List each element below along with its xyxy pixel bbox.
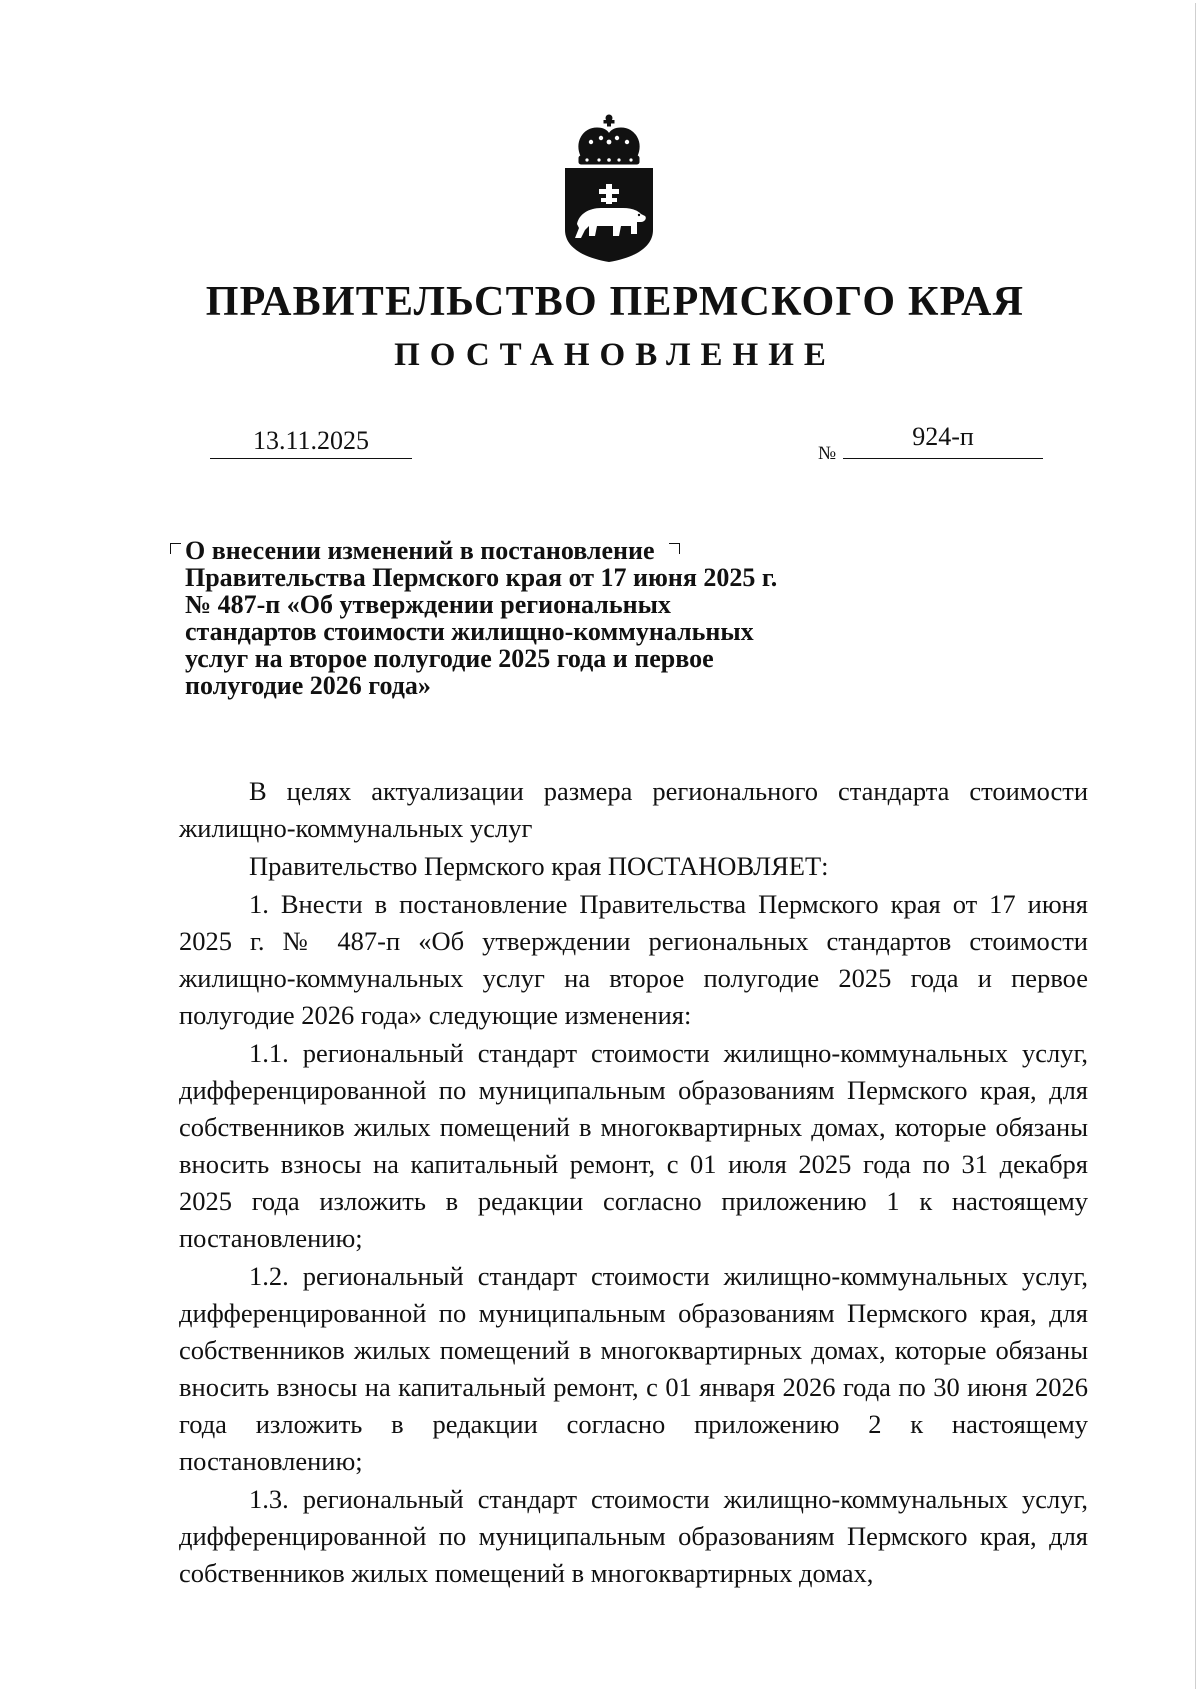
subject-line: стандартов стоимости жилищно-коммунальных bbox=[185, 617, 754, 646]
coat-of-arms-icon bbox=[561, 112, 657, 264]
subject-line: № 487-п «Об утверждении региональных bbox=[185, 590, 671, 619]
subject-line: услуг на второе полугодие 2025 года и первое bbox=[185, 644, 714, 673]
subject-line: полугодие 2026 года» bbox=[185, 671, 431, 700]
subject-line: О внесении изменений в постановление bbox=[185, 536, 655, 565]
body-paragraph-item-1: 1. Внести в постановление Правительства Пермского края от 17 июня 2025 г. № 487-п «Об утверждении региональных стандартов стоимости жилищно-коммунальных услуг на второе полугодие 2025 года и первое полугодие 2026 года» следующие изменения: bbox=[179, 889, 1088, 1030]
document-date: 13.11.2025 bbox=[210, 426, 412, 459]
organization-title: ПРАВИТЕЛЬСТВО ПЕРМСКОГО КРАЯ bbox=[205, 279, 1025, 325]
number-sign-label: № bbox=[818, 443, 837, 464]
document-number: 924-п bbox=[843, 422, 1043, 459]
body-paragraph-preamble: В целях актуализации размера регионального стандарта стоимости жилищно-коммунальных услуг bbox=[179, 776, 1088, 843]
subject-corner-left bbox=[170, 543, 181, 554]
document-subject bbox=[185, 537, 885, 699]
body-paragraph-item-1-3: 1.3. региональный стандарт стоимости жилищно-коммунальных услуг, дифференцированной по муниципальным образованиям Пермского края, для собственников жилых помещений в многоквартирных домах, bbox=[179, 1484, 1088, 1588]
body-paragraph-item-1-2: 1.2. региональный стандарт стоимости жилищно-коммунальных услуг, дифференцированной по муниципальным образованиям Пермского края, для собственников жилых помещений в многоквартирных домах, которые обязаны вносить взносы на капитальный ремонт, с 01 января 2026 года по 30 июня 2026 года изложить в редакции согласно приложению 2 к настоящему постановлению; bbox=[179, 1261, 1088, 1476]
subject-line: Правительства Пермского края от 17 июня 2025 г. bbox=[185, 563, 778, 592]
body-paragraph-resolution: Правительство Пермского края ПОСТАНОВЛЯЕТ: bbox=[249, 851, 829, 881]
document-type-heading: ПОСТАНОВЛЕНИЕ bbox=[394, 337, 836, 373]
body-paragraph-item-1-1: 1.1. региональный стандарт стоимости жилищно-коммунальных услуг, дифференцированной по муниципальным образованиям Пермского края, для собственников жилых помещений в многоквартирных домах, которые обязаны вносить взносы на капитальный ремонт, с 01 июля 2025 года по 31 декабря 2025 года изложить в редакции согласно приложению 1 к настоящему постановлению; bbox=[179, 1038, 1088, 1253]
document-body bbox=[179, 773, 1088, 1592]
